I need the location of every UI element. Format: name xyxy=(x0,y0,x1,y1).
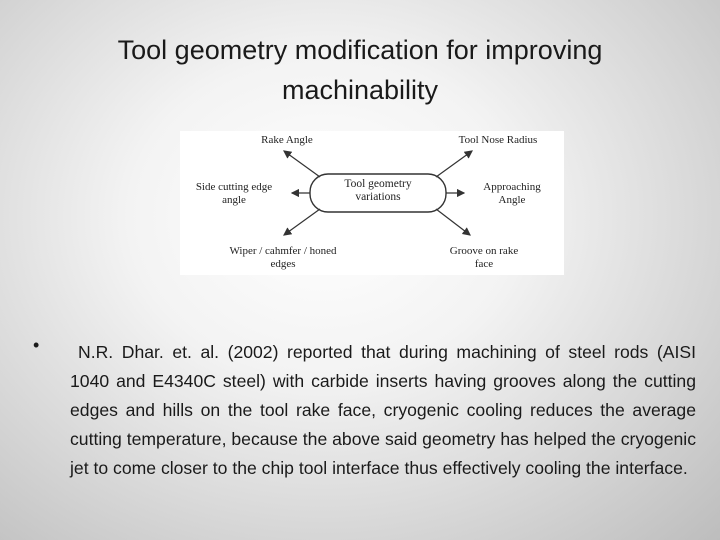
body-paragraph: N.R. Dhar. et. al. (2002) reported that during machining of steel rods (AISI 1040 and E4340C steel) with carbide inserts having grooves along the cutting edges and hills on the tool rake face, cryogenic cooling reduces the average cutting temperature, because the above said geometry has helped the cryogenic jet to come closer to the chip tool interface thus effectively cooling the interface. xyxy=(70,342,696,478)
tool-geometry-diagram xyxy=(180,131,564,275)
slide-title xyxy=(40,30,680,110)
node-side-cutting-line-1: Side cutting edge xyxy=(195,181,273,193)
node-approaching-angle xyxy=(466,181,558,207)
node-approaching-line-1: Approaching xyxy=(483,181,541,193)
arrow-wiper-edges xyxy=(284,209,320,235)
node-side-cutting-edge-angle xyxy=(180,181,288,207)
slide-title-line-2: machinability xyxy=(281,75,439,105)
node-wiper-line-2: edges xyxy=(270,258,296,270)
node-wiper-chamfer-honed-edges xyxy=(208,245,358,271)
arrow-groove-rake-face xyxy=(436,209,470,235)
slide-title-line-1: Tool geometry modification for improving xyxy=(117,35,603,65)
node-groove-line-1: Groove on rake xyxy=(449,245,519,257)
node-wiper-line-1: Wiper / cahmfer / honed xyxy=(229,245,337,257)
node-side-cutting-line-2: angle xyxy=(222,194,246,206)
node-tool-nose-radius: Tool Nose Radius xyxy=(458,134,538,146)
node-groove-line-2: face xyxy=(474,258,494,270)
arrow-rake-angle xyxy=(284,151,320,177)
arrow-tool-nose-radius xyxy=(436,151,472,177)
node-groove-on-rake-face xyxy=(424,245,544,271)
bullet-marker: • xyxy=(33,335,40,355)
center-node-label xyxy=(326,178,430,204)
center-node-line-2: variations xyxy=(355,191,401,203)
center-node-line-1: Tool geometry xyxy=(344,178,412,190)
node-approaching-line-2: Angle xyxy=(498,194,526,206)
node-rake-angle: Rake Angle xyxy=(261,134,313,146)
